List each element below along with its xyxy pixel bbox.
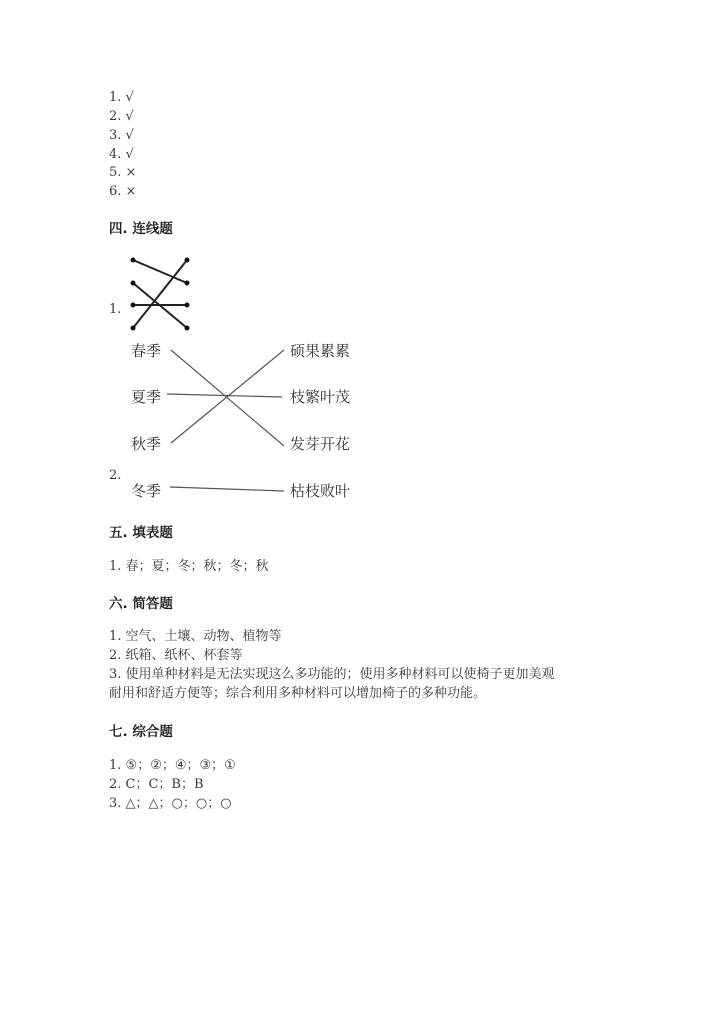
answer-item-continued: 耐用和舒适方便等；综合利用多种材料可以增加椅子的多种功能。 bbox=[109, 686, 487, 701]
answer-item: 1. ⑤；②；④；③；① bbox=[109, 758, 236, 773]
answer-item: 1. √ bbox=[109, 90, 134, 105]
answer-item: 3. √ bbox=[109, 128, 134, 143]
season-label: 冬季 bbox=[131, 482, 162, 500]
dot-line-diagram bbox=[131, 258, 190, 331]
section-heading-fill-table: 五. 填表题 bbox=[109, 525, 173, 541]
answer-item: 1. 春；夏；冬；秋；冬；秋 bbox=[109, 559, 269, 574]
season-label: 春季 bbox=[131, 342, 162, 360]
description-label: 枯枝败叶 bbox=[290, 482, 351, 500]
description-label: 硕果累累 bbox=[290, 342, 351, 360]
answer-item: 5. × bbox=[109, 165, 137, 180]
section-heading-matching: 四. 连线题 bbox=[109, 221, 173, 237]
answer-item: 3. 使用单种材料是无法实现这么多功能的；使用多种材料可以使椅子更加美观 bbox=[109, 667, 555, 682]
description-label: 枝繁叶茂 bbox=[290, 388, 351, 406]
section-heading-short-answer: 六. 简答题 bbox=[109, 596, 173, 612]
question-number: 2. bbox=[109, 468, 122, 483]
answer-item: 2. C；C；B；B bbox=[109, 777, 204, 792]
answer-item: 1. 空气、土壤、动物、植物等 bbox=[109, 629, 282, 644]
answer-item: 2. 纸箱、纸杯、杯套等 bbox=[109, 648, 243, 663]
season-matching-lines bbox=[167, 350, 284, 491]
answer-item: 3. △；△；○；○；○ bbox=[109, 796, 232, 811]
section-heading-comprehensive: 七. 综合题 bbox=[109, 724, 173, 740]
question-number: 1. bbox=[109, 302, 122, 317]
answer-item: 6. × bbox=[109, 184, 137, 199]
season-label: 秋季 bbox=[131, 435, 162, 453]
season-label: 夏季 bbox=[131, 388, 162, 406]
answer-item: 2. √ bbox=[109, 109, 134, 124]
description-label: 发芽开花 bbox=[290, 435, 351, 453]
answer-item: 4. √ bbox=[109, 147, 134, 162]
